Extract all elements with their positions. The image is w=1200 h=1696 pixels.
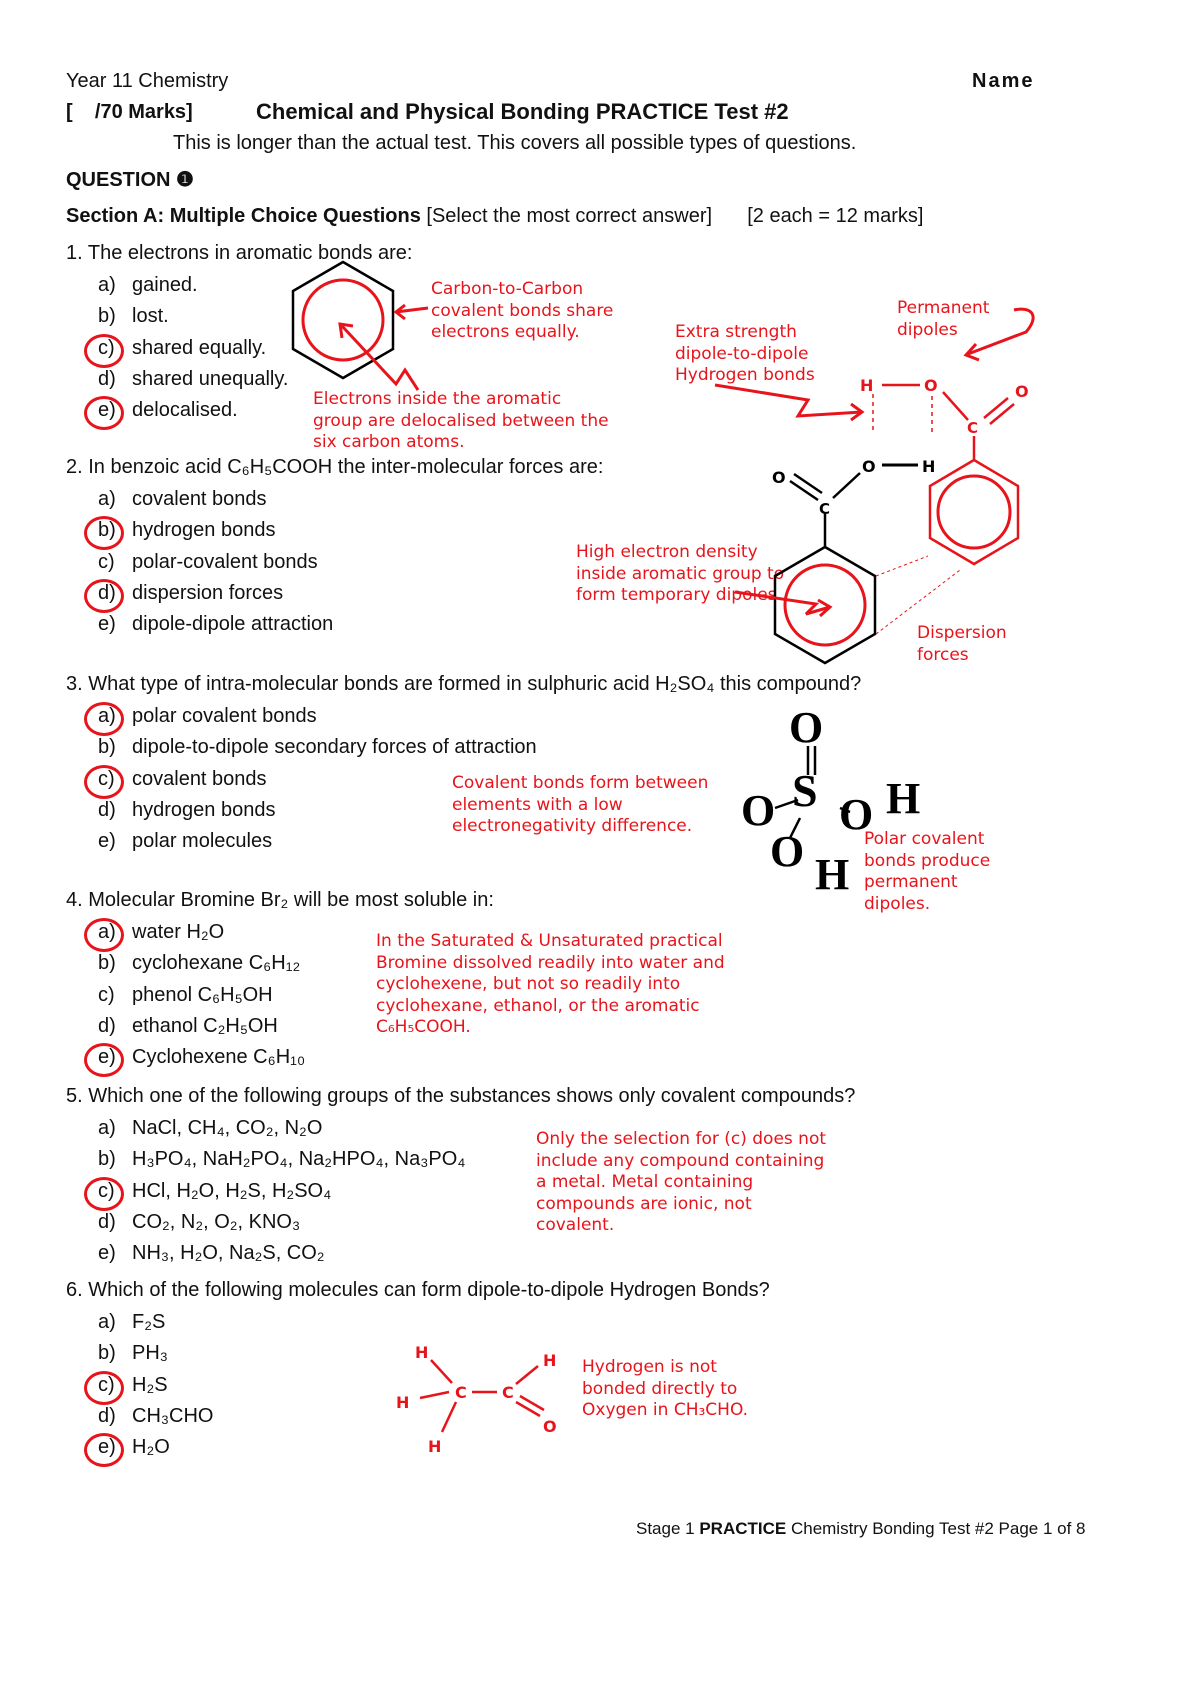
dimer-o1: O — [924, 376, 938, 395]
arrow-permanent-dipoles — [966, 309, 1033, 360]
annotation-polar-covalent: Polar covalent bonds produce permanent dipoles. — [864, 829, 991, 914]
option-text: hydrogen bonds — [132, 798, 276, 821]
option-text: water H₂O — [132, 921, 225, 943]
page-title: Chemical and Physical Bonding PRACTICE Test #2 — [256, 99, 789, 124]
option-letter: e) — [98, 830, 116, 853]
footer-pre: Stage 1 — [636, 1519, 700, 1538]
benzoic-o1: O — [772, 468, 786, 487]
option-text: covalent bonds — [132, 488, 267, 510]
option-letter: a) — [98, 705, 116, 727]
sulfuric-h-right: H — [886, 774, 921, 823]
sulfuric-o-right: O — [839, 790, 874, 839]
dimer-h: H — [860, 376, 874, 395]
option-text: cyclohexane C₆H₁₂ — [132, 952, 301, 975]
acetaldehyde-molecule — [420, 1360, 544, 1432]
question-1-text: 1. The electrons in aromatic bonds are: — [66, 242, 413, 264]
footer-post: Chemistry Bonding Test #2 Page 1 of 8 — [786, 1519, 1086, 1538]
option-text: NaCl, CH₄, CO₂, N₂O — [132, 1117, 323, 1139]
annotation-extra-strength: Extra strength dipole-to-dipole Hydrogen bonds — [675, 322, 815, 385]
option-text: CO₂, N₂, O₂, KNO₃ — [132, 1210, 301, 1233]
option-letter: a) — [98, 274, 116, 296]
annotation-high-density: High electron density inside aromatic group to form temporary dipoles — [576, 542, 785, 605]
option-text: H₃PO₄, NaH₂PO₄, Na₂HPO₄, Na₃PO₄ — [132, 1148, 466, 1171]
option-text: H₂S — [132, 1373, 168, 1396]
option-text: ethanol C₂H₅OH — [132, 1014, 278, 1037]
benzoic-o2: O — [862, 457, 876, 476]
option-text: PH₃ — [132, 1342, 168, 1365]
option-letter: c) — [98, 336, 115, 359]
section-marks: [2 each = 12 marks] — [747, 205, 924, 227]
option-letter: c) — [98, 1179, 115, 1202]
page-footer — [636, 1519, 1086, 1539]
option-letter: e) — [98, 399, 116, 422]
option-text: NH₃, H₂O, Na₂S, CO₂ — [132, 1242, 325, 1265]
option-text: dispersion forces — [132, 581, 284, 604]
arrow-cc-bonds — [396, 305, 428, 319]
dimer-o2: O — [1015, 382, 1029, 401]
question-6-text: 6. Which of the following molecules can form dipole-to-dipole Hydrogen Bonds? — [66, 1279, 770, 1301]
option-letter: c) — [98, 550, 115, 573]
option-text: gained. — [132, 274, 198, 296]
option-text: shared unequally. — [132, 367, 289, 390]
option-letter: a) — [98, 921, 116, 943]
option-letter: c) — [98, 1373, 115, 1396]
option-letter: a) — [98, 488, 116, 510]
footer-bold: PRACTICE — [699, 1519, 787, 1538]
option-letter: c) — [98, 767, 115, 790]
option-text: phenol C₆H₅OH — [132, 983, 273, 1006]
marks-label: [ /70 Marks] — [66, 101, 193, 123]
option-text: H₂O — [132, 1436, 170, 1459]
annotation-cc-bonds: Carbon-to-Carbon covalent bonds share electrons equally. — [431, 279, 614, 342]
acetaldehyde-h2: H — [543, 1351, 557, 1370]
benzoic-h: H — [922, 457, 936, 476]
acetaldehyde-h1: H — [415, 1343, 429, 1362]
option-text: hydrogen bonds — [132, 519, 276, 542]
question-2-text: 2. In benzoic acid C₆H₅COOH the inter-molecular forces are: — [66, 456, 604, 478]
option-letter: b) — [98, 1342, 116, 1365]
acetaldehyde-o: O — [543, 1417, 557, 1436]
option-letter: b) — [98, 952, 116, 975]
option-letter: e) — [98, 1242, 116, 1265]
option-letter: a) — [98, 1117, 116, 1139]
option-letter: b) — [98, 519, 116, 542]
benzoic-dimer-molecule — [873, 385, 1018, 634]
benzoic-c: C — [819, 500, 831, 518]
question-3-text: 3. What type of intra-molecular bonds are formed in sulphuric acid H₂SO₄ this compound? — [66, 673, 862, 695]
option-text: HCl, H₂O, H₂S, H₂SO₄ — [132, 1179, 332, 1202]
acetaldehyde-h4: H — [428, 1437, 442, 1456]
option-letter: e) — [98, 1436, 116, 1459]
question-4-text: 4. Molecular Bromine Br₂ will be most soluble in: — [66, 889, 494, 911]
annotation-delocalised: Electrons inside the aromatic group are delocalised between the six carbon atoms. — [313, 389, 609, 452]
option-text: Cyclohexene C₆H₁₀ — [132, 1046, 306, 1069]
option-text: CH₃CHO — [132, 1404, 214, 1427]
sulfuric-o-left: O — [741, 786, 776, 835]
annotation-hydrogen-not: Hydrogen is not bonded directly to Oxygen in CH₃CHO. — [582, 1357, 749, 1420]
annotation-covalent-form: Covalent bonds form between elements with a low electronegativity difference. — [452, 773, 709, 836]
option-letter: b) — [98, 1148, 116, 1171]
acetaldehyde-h3: H — [396, 1393, 410, 1412]
section-title: Section A: Multiple Choice Questions — [66, 205, 421, 227]
dimer-c: C — [967, 419, 979, 437]
annotation-only-c: Only the selection for (c) does not include any compound containing a metal. Metal containing compounds are ionic, not covalent. — [536, 1129, 827, 1235]
option-text: dipole-to-dipole secondary forces of attraction — [132, 736, 537, 759]
option-letter: b) — [98, 736, 116, 759]
annotation-bromine: In the Saturated & Unsaturated practical Bromine dissolved readily into water and cyclohexene, but not so readily into cyclohexane, ethanol, or the aromatic C₆H₅COOH. — [376, 931, 725, 1037]
option-letter: b) — [98, 305, 116, 328]
name-label: Name — [972, 70, 1035, 92]
question-label: QUESTION ❶ — [66, 169, 194, 191]
acetaldehyde-c1: C — [455, 1383, 467, 1402]
option-text: polar covalent bonds — [132, 705, 317, 727]
option-letter: c) — [98, 983, 115, 1006]
option-letter: d) — [98, 1404, 116, 1427]
option-text: lost. — [132, 305, 169, 328]
option-text: dipole-dipole attraction — [132, 613, 334, 636]
option-text: shared equally. — [132, 336, 267, 359]
sulfuric-s: S — [792, 765, 818, 816]
sulfuric-h-bottom: H — [815, 850, 850, 899]
option-text: polar molecules — [132, 830, 273, 853]
option-text: covalent bonds — [132, 767, 267, 790]
section-instructions: [Select the most correct answer] — [426, 205, 713, 227]
course-label: Year 11 Chemistry — [66, 70, 229, 92]
annotation-dispersion: Dispersion forces — [917, 623, 1007, 665]
benzoic-acid-molecule — [775, 465, 918, 663]
option-text: polar-covalent bonds — [132, 550, 318, 573]
option-letter: d) — [98, 581, 116, 604]
acetaldehyde-c2: C — [502, 1383, 514, 1402]
option-letter: e) — [98, 1046, 116, 1069]
page-subtitle: This is longer than the actual test. This covers all possible types of questions. — [173, 132, 857, 154]
benzene-ring-q1 — [293, 262, 393, 378]
question-5-text: 5. Which one of the following groups of the substances shows only covalent compounds? — [66, 1085, 856, 1107]
arrow-extra-strength — [715, 385, 862, 420]
option-letter: d) — [98, 798, 116, 821]
sulfuric-o-bottom: O — [770, 827, 805, 876]
option-letter: d) — [98, 1210, 116, 1233]
sulfuric-o-top: O — [789, 703, 824, 752]
option-letter: e) — [98, 613, 116, 636]
option-text: delocalised. — [132, 399, 238, 422]
option-letter: d) — [98, 1014, 116, 1037]
option-text: F₂S — [132, 1311, 166, 1333]
annotation-permanent-dipoles: Permanent dipoles — [897, 298, 990, 340]
option-letter: d) — [98, 367, 116, 390]
arrow-high-density — [735, 592, 830, 616]
option-letter: a) — [98, 1311, 116, 1333]
